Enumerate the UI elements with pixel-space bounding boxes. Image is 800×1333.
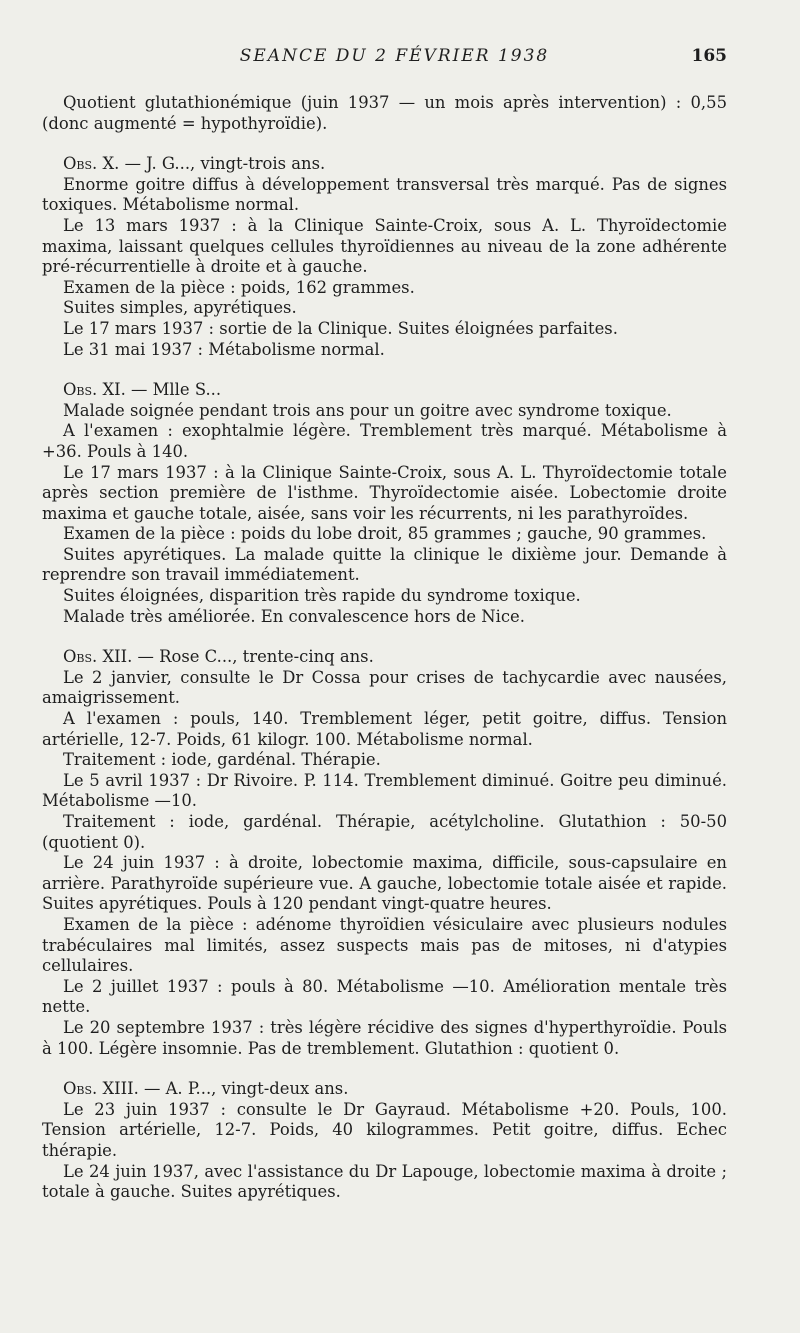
paragraph: Suites apyrétiques. La malade quitte la clinique le dixième jour. Demande à reprendre son travail immédiatement. [42, 544, 727, 585]
paragraph: Enorme goitre diffus à développement transversal très marqué. Pas de signes toxiques. Métabolisme normal. [42, 174, 727, 215]
paragraph: Suites éloignées, disparition très rapide du syndrome toxique. [63, 586, 581, 606]
paragraph: Le 24 juin 1937 : à droite, lobectomie maxima, difficile, sous-capsulaire en arrière. Parathyroïde supérieure vue. A gauche, lobectomie totale aisée et rapide. Suites apyrétiques. Pouls à 120 pendant vingt-quatre heures. [42, 853, 727, 914]
paragraph: Examen de la pièce : poids, 162 grammes. [63, 277, 415, 297]
observation-heading [42, 380, 727, 401]
paragraph: A l'examen : exophtalmie légère. Tremblement très marqué. Métabolisme à +36. Pouls à 140. [42, 421, 727, 461]
paragraph: Examen de la pièce : poids du lobe droit, 85 grammes ; gauche, 90 grammes. [63, 524, 707, 544]
paragraph: Le 31 mai 1937 : Métabolisme normal. [63, 339, 385, 359]
paragraph: Le 17 mars 1937 : sortie de la Clinique. Suites éloignées parfaites. [63, 318, 618, 338]
observation-label: Obs. XI. [63, 380, 126, 400]
observation-patient: — Mlle S... [125, 380, 222, 400]
paragraph: Suites simples, apyrétiques. [63, 298, 297, 318]
observation-label: Obs. X. [63, 154, 120, 174]
observation-patient: — Rose C..., trente-cinq ans. [132, 647, 374, 667]
observation-patient: — A. P..., vingt-deux ans. [138, 1079, 349, 1099]
paragraph: Quotient glutathionémique (juin 1937 — un mois après intervention) : 0,55 (donc augmenté = hypothyroïdie). [42, 93, 727, 133]
paragraph: Traitement : iode, gardénal. Thérapie. [63, 750, 381, 770]
paragraph: Le 13 mars 1937 : à la Clinique Sainte-Croix, sous A. L. Thyroïdectomie maxima, laissant quelques cellules thyroïdiennes au niveau de la zone adhérente pré-récurrentielle à droite et à gauche. [42, 215, 727, 277]
paragraph: Traitement : iode, gardénal. Thérapie, acétylcholine. Glutathion : 50-50 (quotient 0). [42, 812, 727, 852]
body-text [42, 93, 727, 1203]
paragraph: Le 23 juin 1937 : consulte le Dr Gayraud. Métabolisme +20. Pouls, 100. Tension artérielle, 12-7. Poids, 40 kilogrammes. Petit goitre, diffus. Echec thérapie. [42, 1099, 727, 1160]
observation-heading [42, 1079, 727, 1100]
observation-heading [42, 647, 727, 668]
paragraph: Malade très améliorée. En convalescence hors de Nice. [63, 606, 525, 626]
paragraph: Le 5 avril 1937 : Dr Rivoire. P. 114. Tremblement diminué. Goitre peu diminué. Métabolisme —10. [42, 770, 727, 811]
paragraph: Le 24 juin 1937, avec l'assistance du Dr Lapouge, lobectomie maxima à droite ; totale à gauche. Suites apyrétiques. [42, 1161, 727, 1202]
paragraph: Le 2 janvier, consulte le Dr Cossa pour crises de tachycardie avec nausées, amaigrissement. [42, 667, 727, 708]
observation-label: Obs. XIII. [63, 1079, 139, 1099]
running-title: SEANCE DU 2 FÉVRIER 1938 [239, 46, 550, 66]
observation-patient: — J. G..., vingt-trois ans. [119, 154, 326, 174]
observation-label: Obs. XII. [63, 647, 133, 667]
paragraph: Malade soignée pendant trois ans pour un goitre avec syndrome toxique. [63, 400, 672, 420]
paragraph: Le 17 mars 1937 : à la Clinique Sainte-Croix, sous A. L. Thyroïdectomie totale après section première de l'isthme. Thyroïdectomie aisée. Lobectomie droite maxima et gauche totale, aisée, sans voir les récurrents, ni les parathyroïdes. [42, 462, 727, 523]
paragraph: A l'examen : pouls, 140. Tremblement léger, petit goitre, diffus. Tension artérielle, 12-7. Poids, 61 kilogr. 100. Métabolisme normal. [42, 709, 727, 749]
paragraph: Le 20 septembre 1937 : très légère récidive des signes d'hyperthyroïdie. Pouls à 100. Légère insomnie. Pas de tremblement. Glutathion : quotient 0. [42, 1017, 727, 1058]
page-number: 165 [691, 46, 727, 66]
observation-heading [42, 154, 727, 175]
page-header [62, 46, 727, 72]
paragraph: Examen de la pièce : adénome thyroïdien vésiculaire avec plusieurs nodules trabéculaires mal limités, assez suspects mais pas de mitoses, ni d'atypies cellulaires. [42, 914, 727, 976]
paragraph: Le 2 juillet 1937 : pouls à 80. Métabolisme —10. Amélioration mentale très nette. [42, 976, 727, 1017]
